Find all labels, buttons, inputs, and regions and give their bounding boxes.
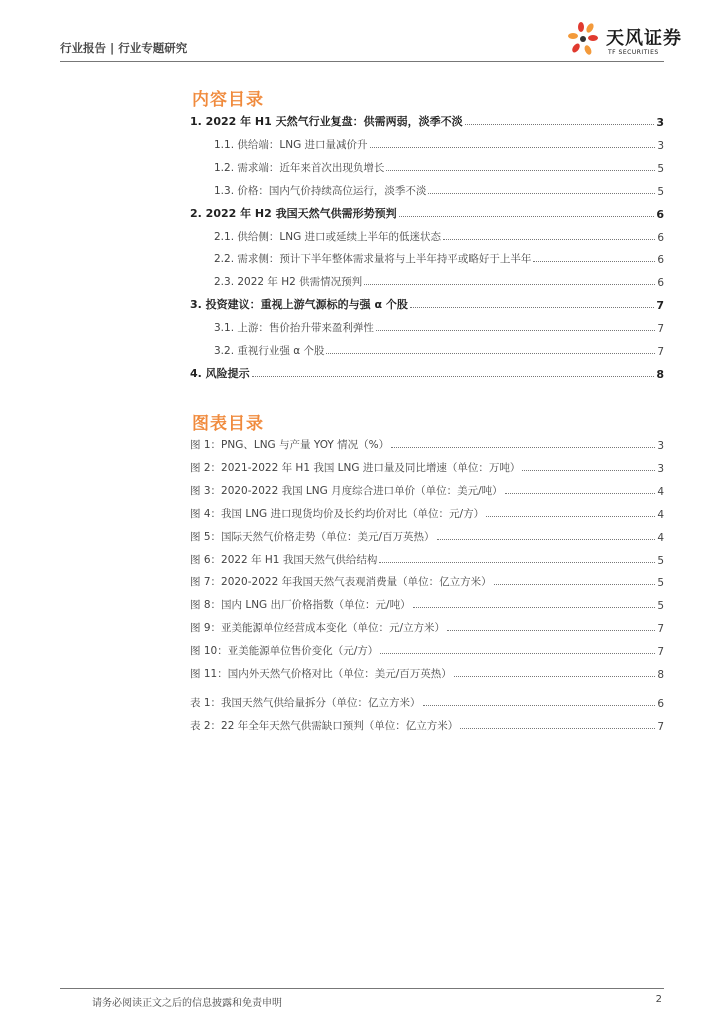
figure-entry-page: 8 <box>657 669 664 681</box>
dot-leader <box>386 169 655 171</box>
toc-entry-page: 7 <box>656 299 664 313</box>
company-logo <box>566 20 682 62</box>
figure-entry-label: 图 5：国际天然气价格走势（单位：美元/百万英热） <box>190 530 435 543</box>
dot-leader <box>443 238 655 240</box>
dot-leader <box>370 146 656 148</box>
toc-entry-page: 5 <box>657 162 664 175</box>
dot-leader <box>326 352 655 354</box>
toc-entry-label: 1. 2022 年 H1 天然气行业复盘：供需两弱，淡季不淡 <box>190 115 463 128</box>
footer-disclaimer: 请务必阅读正文之后的信息披露和免责申明 <box>92 998 282 1009</box>
figure-entry[interactable] <box>190 661 664 681</box>
dot-leader <box>413 606 656 608</box>
toc-entry-page: 3 <box>656 116 664 129</box>
figure-entry-page: 7 <box>657 646 664 659</box>
figure-entry-label: 图 10：亚美能源单位售价变化（元/方） <box>190 645 379 658</box>
report-breadcrumb: 行业报告 | 行业专题研究 <box>60 41 188 55</box>
figure-entry[interactable] <box>190 615 664 635</box>
toc-entry[interactable] <box>190 132 664 152</box>
table-entry-page: 6 <box>657 698 664 710</box>
dot-leader <box>460 727 655 729</box>
dot-leader <box>494 583 656 585</box>
figure-entry-page: 4 <box>657 485 664 498</box>
dot-leader <box>465 123 655 125</box>
figures-title: 图表目录 <box>192 414 264 434</box>
figure-entry-label: 图 11：国内外天然气价格对比（单位：美元/百万英热） <box>190 668 452 680</box>
figure-entry[interactable] <box>190 592 664 612</box>
figure-entry[interactable] <box>190 455 664 475</box>
toc-entry-page: 6 <box>657 231 664 244</box>
figure-entry-page: 5 <box>657 577 664 590</box>
table-entry-label: 表 1：我国天然气供给量拆分（单位：亿立方米） <box>190 697 421 709</box>
contents-title: 内容目录 <box>192 90 264 110</box>
table-entry[interactable] <box>190 690 664 710</box>
toc-entry-label: 1.3. 价格：国内气价持续高位运行，淡季不淡 <box>214 184 427 197</box>
toc-entry[interactable] <box>190 155 664 175</box>
toc-entry-page: 8 <box>656 367 664 381</box>
figure-entry-page: 5 <box>657 600 664 613</box>
logo-chinese-name: 天风证券 <box>606 28 682 49</box>
toc-entry-page: 6 <box>657 277 664 290</box>
figure-entry-label: 图 2：2021-2022 年 H1 我国 LNG 进口量及同比增速（单位：万吨） <box>190 461 521 474</box>
figure-entry-label: 图 8：国内 LNG 出厂价格指数（单位：元/吨） <box>190 599 411 612</box>
page-number: 2 <box>655 994 662 1005</box>
toc-entry[interactable] <box>190 224 664 244</box>
figure-entry-page: 7 <box>657 623 664 636</box>
dot-leader <box>428 192 655 194</box>
toc-entry-page: 6 <box>656 207 664 221</box>
toc-entry-page: 5 <box>657 185 664 198</box>
figure-entry[interactable] <box>190 478 664 498</box>
table-entry-page: 7 <box>657 720 664 733</box>
toc-entry[interactable] <box>190 361 664 381</box>
footer-divider <box>60 988 664 989</box>
figure-entry-label: 图 4：我国 LNG 进口现货均价及长约均价对比（单位：元/方） <box>190 507 485 520</box>
dot-leader <box>522 469 655 471</box>
toc-entry-label: 2. 2022 年 H2 我国天然气供需形势预判 <box>190 206 397 220</box>
toc-entry-label: 3.2. 重视行业强 α 个股 <box>214 345 325 357</box>
table-entry-label: 表 2：22 年全年天然气供需缺口预判（单位：亿立方米） <box>190 719 459 732</box>
toc-entry-page: 6 <box>657 254 664 267</box>
toc-entry-label: 3. 投资建议：重视上游气源标的与强 α 个股 <box>190 298 408 312</box>
logo-english-name: TF SECURITIES <box>608 49 659 56</box>
toc-entry-page: 7 <box>657 323 664 336</box>
figure-entry-label: 图 6：2022 年 H1 我国天然气供给结构 <box>190 553 378 566</box>
dot-leader <box>399 215 655 217</box>
toc-entry[interactable] <box>190 269 664 289</box>
dot-leader <box>391 446 655 448</box>
figure-entry-page: 4 <box>657 508 664 521</box>
figure-entry[interactable] <box>190 432 664 452</box>
figure-entry[interactable] <box>190 501 664 521</box>
dot-leader <box>252 375 655 377</box>
figure-entry[interactable] <box>190 569 664 589</box>
figure-entry-label: 图 3：2020-2022 我国 LNG 月度综合进口单价（单位：美元/吨） <box>190 484 503 497</box>
dot-leader <box>364 283 655 285</box>
toc-entry[interactable] <box>190 201 664 221</box>
toc-entry-label: 2.3. 2022 年 H2 供需情况预判 <box>214 276 363 289</box>
figure-entry-page: 3 <box>657 440 664 452</box>
toc-entry-label: 2.2. 需求侧：预计下半年整体需求量将与上半年持平或略好于上半年 <box>214 253 532 266</box>
toc-entry-page: 7 <box>657 346 664 358</box>
dot-leader <box>376 329 655 331</box>
toc-entry[interactable] <box>190 338 664 358</box>
dot-leader <box>423 704 656 706</box>
figure-entry-page: 3 <box>657 462 664 475</box>
toc-entry-label: 4. 风险提示 <box>190 366 250 380</box>
dot-leader <box>410 306 654 308</box>
figure-entry-label: 图 7：2020-2022 年我国天然气表观消费量（单位：亿立方米） <box>190 576 492 589</box>
toc-entry[interactable] <box>190 292 664 312</box>
logo-flower-icon <box>566 20 604 60</box>
dot-leader <box>379 561 655 563</box>
dot-leader <box>533 260 655 262</box>
dot-leader <box>454 675 656 677</box>
figure-entry-page: 5 <box>657 554 664 567</box>
figure-entry[interactable] <box>190 638 664 658</box>
toc-entry-label: 3.1. 上游：售价抬升带来盈利弹性 <box>214 322 374 335</box>
toc-entry[interactable] <box>190 246 664 266</box>
header-divider <box>60 61 664 62</box>
figure-entry[interactable] <box>190 547 664 567</box>
toc-entry[interactable] <box>190 109 664 129</box>
figure-entry[interactable] <box>190 524 664 544</box>
toc-entry-label: 1.2. 需求端：近年来首次出现负增长 <box>214 161 385 174</box>
dot-leader <box>505 492 656 494</box>
dot-leader <box>486 515 655 517</box>
dot-leader <box>437 538 656 540</box>
toc-entry[interactable] <box>190 178 664 198</box>
dot-leader <box>380 652 655 654</box>
toc-entry-page: 3 <box>657 139 664 152</box>
figure-entry-label: 图 1：PNG、LNG 与产量 YOY 情况（%） <box>190 439 390 451</box>
toc-entry-label: 1.1. 供给端：LNG 进口量减价升 <box>214 138 368 151</box>
toc-entry-label: 2.1. 供给侧：LNG 进口或延续上半年的低迷状态 <box>214 230 442 243</box>
table-entry[interactable] <box>190 713 664 733</box>
figure-entry-page: 4 <box>657 531 664 544</box>
figure-entry-label: 图 9：亚美能源单位经营成本变化（单位：元/立方米） <box>190 622 446 635</box>
toc-entry[interactable] <box>190 315 664 335</box>
dot-leader <box>447 629 655 631</box>
